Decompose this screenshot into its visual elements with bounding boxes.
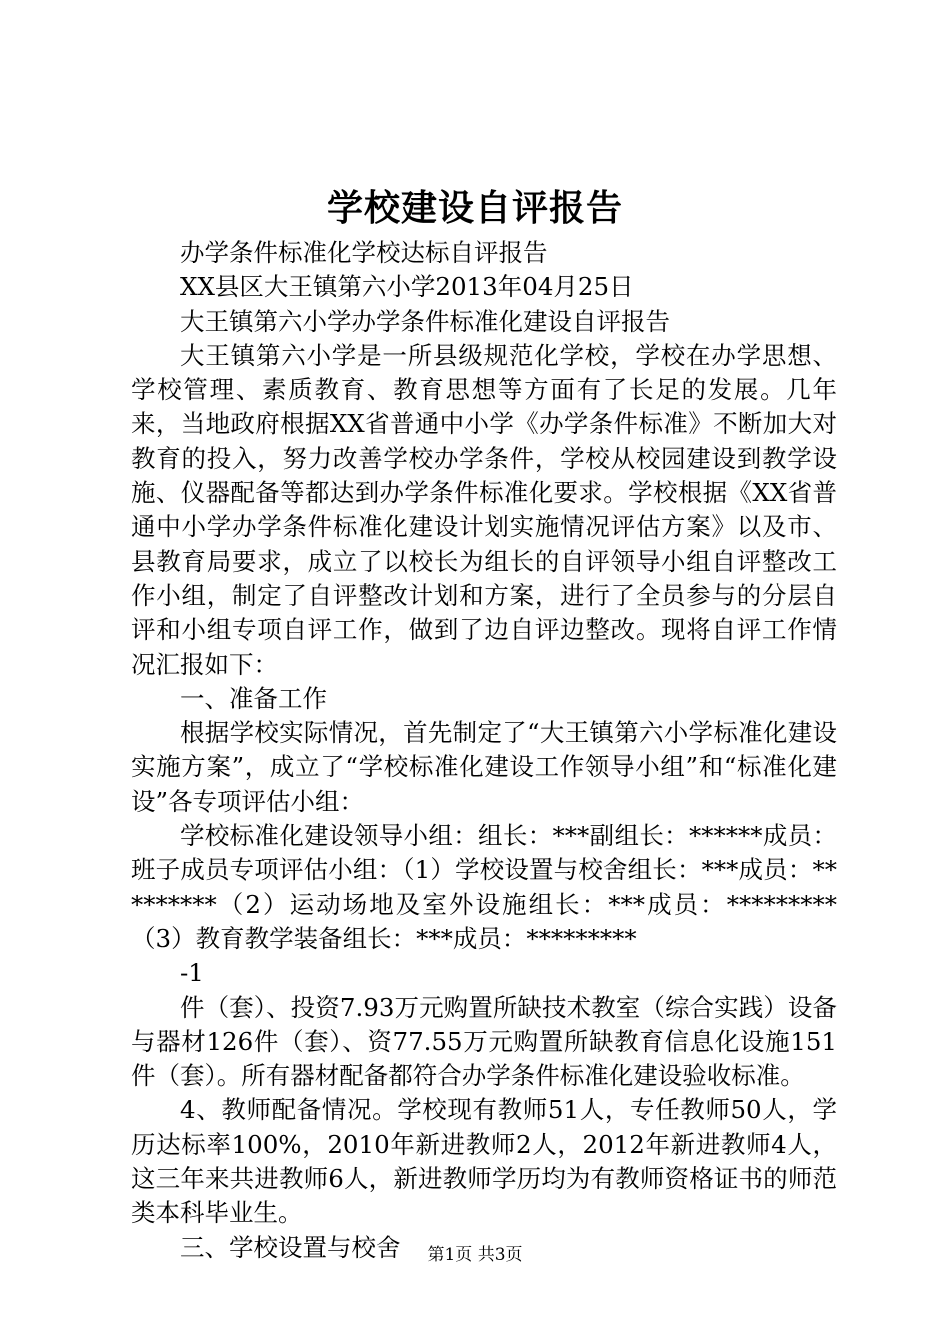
document-body [131,236,837,1265]
section-heading-school-setup: 三、学校设置与校舍 [180,1232,401,1262]
paragraph-leadership-group: 学校标准化建设领导小组：组长：***副组长：******成员：班子成员专项评估小组：（1）学校设置与校舍组长：***成员：*********（2）运动场地及室外设施组长：***成员：*********（3）教育教学装备组长：***成员：********* [131,821,837,953]
paragraph-subtitle: 办学条件标准化学校达标自评报告 [180,238,548,267]
paragraph-school-date: XX县区大王镇第六小学2013年04月25日 [180,272,634,302]
page-marker: -1 [180,958,204,988]
paragraph-report-heading: 大王镇第六小学办学条件标准化建设自评报告 [180,306,670,336]
paragraph-teachers: 4、教师配备情况。学校现有教师51人，专任教师50人，学历达标率100%，2010年新进教师2人，2012年新进教师4人，这三年来共进教师6人，新进教师学历均为有教师资格证书的师范类本科毕业生。 [131,1095,837,1228]
paragraph-equipment: 件（套）、投资7.93万元购置所缺技术教室（综合实践）设备与器材126件（套）、资77.55万元购置所缺教育信息化设施151件（套）。所有器材配备都符合办学条件标准化建设验收标准。 [131,992,837,1091]
section-heading-preparation: 一、准备工作 [180,683,327,713]
paragraph-intro: 大王镇第六小学是一所县级规范化学校，学校在办学思想、学校管理、素质教育、教育思想等方面有了长足的发展。几年来，当地政府根据XX省普通中小学《办学条件标准》不断加大对教育的投入，努力改善学校办学条件，学校从校园建设到教学设施、仪器配备等都达到办学条件标准化要求。学校根据《XX省普通中小学办学条件标准化建设计划实施情况评估方案》以及市、县教育局要求，成立了以校长为组长的自评领导小组自评整改工作小组，制定了自评整改计划和方案，进行了全员参与的分层自评和小组专项自评工作，做到了边自评边整改。现将自评工作情况汇报如下： [131,340,837,679]
paragraph-preparation: 根据学校实际情况，首先制定了“大王镇第六小学标准化建设实施方案”，成立了“学校标准化建设工作领导小组”和“标准化建设”各专项评估小组： [131,718,837,816]
document-title: 学校建设自评报告 [326,187,623,229]
page-footer: 第1页 共3页 [427,1245,523,1265]
